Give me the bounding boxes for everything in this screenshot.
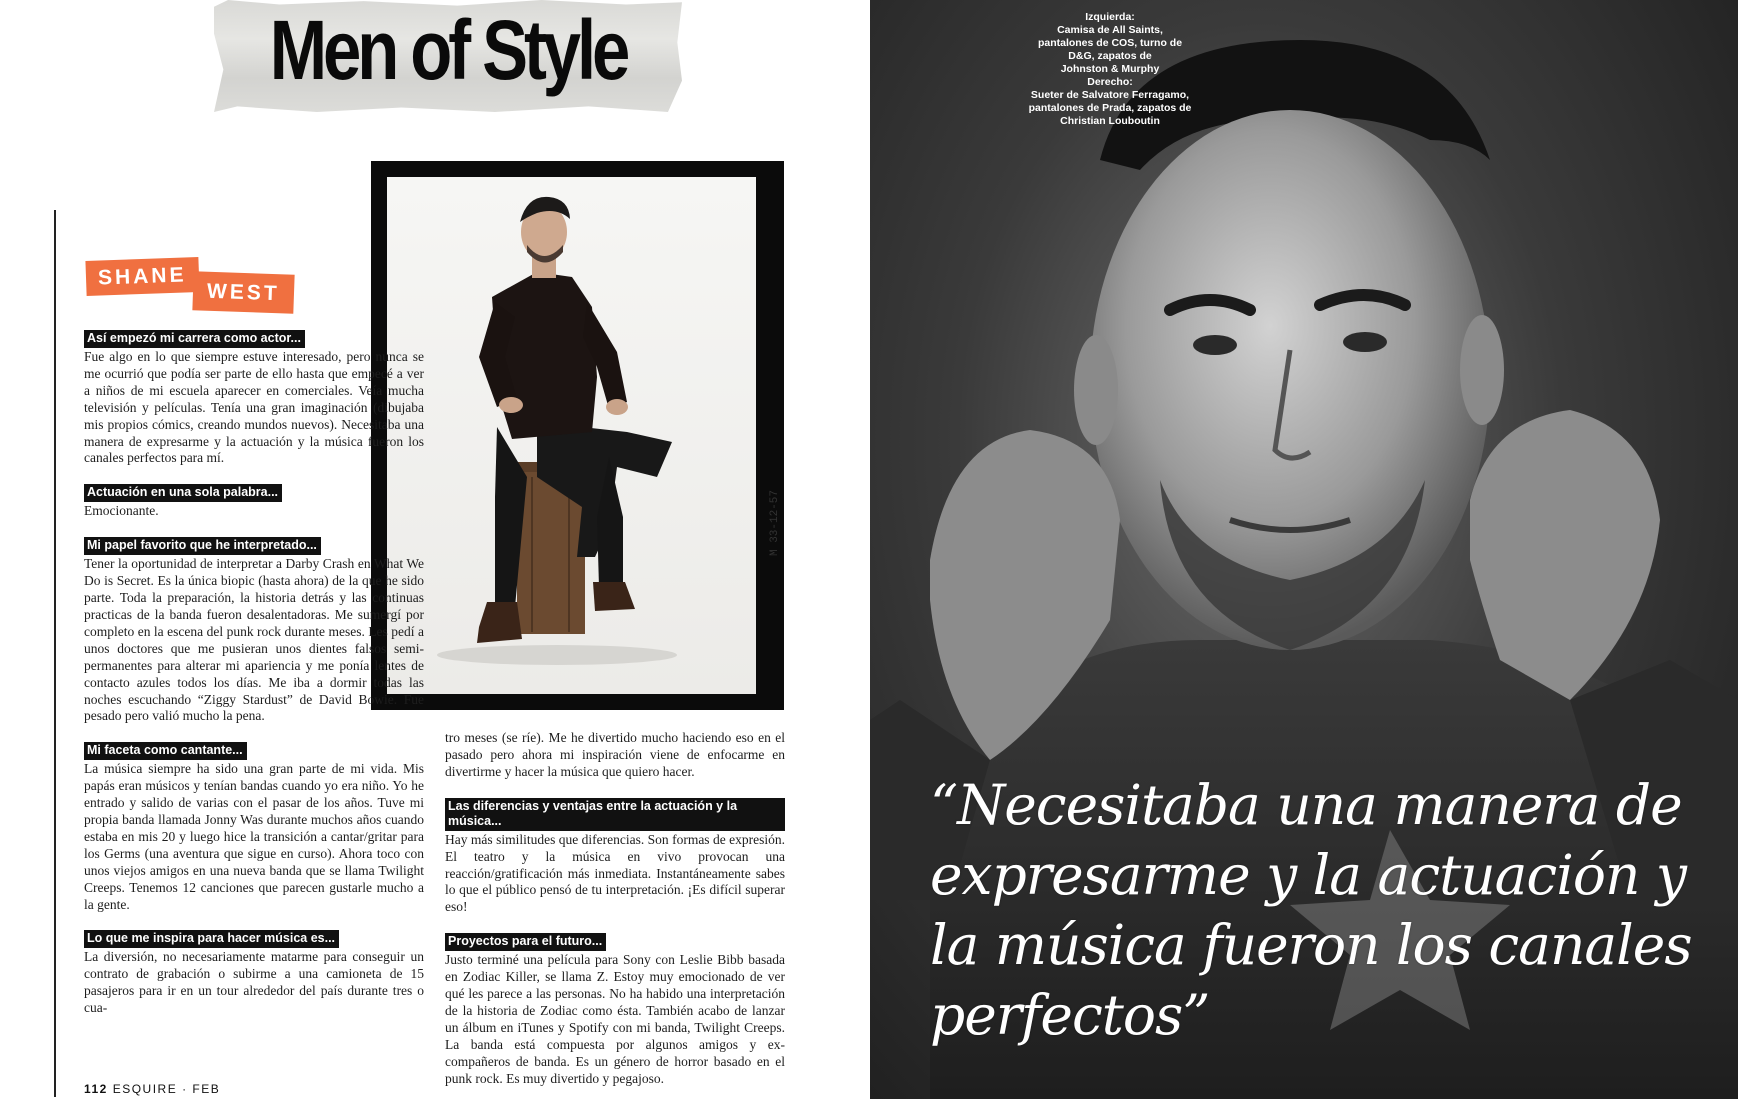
- full-body-photo: [387, 177, 756, 694]
- section-heading: Mi papel favorito que he interpretado...: [84, 537, 321, 555]
- seated-man-illustration: [387, 177, 756, 694]
- wardrobe-credits: [940, 11, 1280, 128]
- section-body: Fue algo en lo que siempre estuve interesado, pero nunca se me ocurrió que podía ser parte de ello hasta que empecé a ver a niños de mi escuela aparecer en comerciales. Veía mucha televisión y películas. Tenía una gran imaginación (dibujaba mis propios cómics, creando mundos nuevos). Necesitaba una manera de expresarme y la actuación y la música fueron los canales perfectos para mí.: [84, 349, 424, 466]
- credit-line: Izquierda:: [1085, 11, 1135, 23]
- qa-section: [84, 484, 424, 520]
- film-code: M 33-12-57: [769, 489, 781, 556]
- name-tag-first: SHANE: [85, 257, 199, 296]
- section-body: Hay más similitudes que diferencias. Son formas de expresión. El teatro y la música en vivo provocan una reacción/gratificación más inmediata. Instantáneamente sabes lo que el público pensó de tu interpretación. ¡Es difícil superar eso!: [445, 831, 785, 915]
- qa-section: [84, 330, 424, 467]
- qa-section-continued: [445, 730, 785, 781]
- section-heading: Mi faceta como cantante...: [84, 742, 247, 760]
- section-body: La diversión, no necesariamente matarme para conseguir un contrato de grabación o subirme a una camioneta de 15 pasajeros para ir en un tour alrededor del país durante tres o cua-: [84, 949, 424, 1016]
- name-tag-last: WEST: [192, 271, 294, 314]
- magazine-name: ESQUIRE: [112, 1082, 178, 1096]
- section-heading: Proyectos para el futuro...: [445, 933, 606, 951]
- page-folio: [84, 1082, 220, 1096]
- qa-section: [84, 742, 424, 913]
- credit-line: pantalones de Prada, zapatos de: [1028, 102, 1192, 114]
- credit-line: D&G, zapatos de: [1068, 50, 1152, 62]
- section-heading: Lo que me inspira para hacer música es...: [84, 930, 339, 948]
- page-title: Men of Style: [269, 3, 627, 97]
- text-column-left: [84, 330, 424, 1034]
- qa-section: [84, 930, 424, 1017]
- page-rule: [54, 210, 56, 1097]
- page-number: 112: [84, 1082, 108, 1096]
- section-heading: Así empezó mi carrera como actor...: [84, 330, 305, 348]
- credit-line: pantalones de COS, turno de: [1037, 37, 1183, 49]
- qa-section: [445, 798, 785, 917]
- credit-line: Derecho:: [1087, 76, 1133, 88]
- credit-line: Johnston & Murphy: [1060, 63, 1160, 75]
- pull-quote: “Necesitaba una manera de expresarme y la actuación y la música fueron los canales perfectos”: [930, 773, 1692, 1047]
- photo-frame: [371, 161, 784, 710]
- credit-line: Camisa de All Saints,: [1057, 24, 1163, 36]
- issue-month: FEB: [192, 1082, 221, 1096]
- section-body: La música siempre ha sido una gran parte de mi vida. Mis papás eran músicos y tenían bandas cuando yo era niño. Yo he entrado y salido de varias con el pasar de los años. Tuve mi propia banda llamada Jonny Was durante muchos años cuando estaba en mis 20 y luego hice la transición a cantar/gritar para los Germs (una aventura que sigue en curso). Ahora toco con unos viejos amigos en una nueva banda que se llama Twilight Creeps. Tenemos 12 canciones que parecen gustarle mucho a la gente.: [84, 761, 424, 912]
- credit-line: Christian Louboutin: [1060, 115, 1160, 127]
- section-body: Justo terminé una película para Sony con Leslie Bibb basada en Zodiac Killer, se llama Z. Estoy muy emocionado de ver qué les parece a las personas. No ha habido una interpretación de la historia de Zodiac como ésta. También acabo de lanzar un álbum en iTunes y Spotify con mi banda, Twilight Creeps. La banda está compuesta por algunos amigos y ex-compañeros de banda. Es un género de horror basado en el punk rock. Es muy divertido y pegajoso.: [445, 952, 785, 1086]
- folio-separator: ·: [182, 1082, 188, 1096]
- qa-section: [84, 537, 424, 725]
- text-column-right: [445, 730, 785, 1099]
- section-heading: Actuación en una sola palabra...: [84, 484, 282, 502]
- section-body: Tener la oportunidad de interpretar a Darby Crash en What We Do is Secret. Es la única biopic (hasta ahora) de la que he sido parte. Toda la preparación, la historia detrás y las continuas practicas de la banda fueron desalentadoras. Me sumergí por completo en la escena del punk rock durante meses. Les pedí a unos doctores que me pusieran unos dientes falsos semi-permanentes para alterar mi apariencia y me ponía lentes de contacto azules todos los días. Me iba a dormir todas las noches escuchando “Ziggy Stardust” de David Bowie. Fue pesado pero valió mucho la pena.: [84, 556, 424, 724]
- section-heading: Las diferencias y ventajas entre la actuación y la música...: [445, 798, 785, 831]
- section-body: tro meses (se ríe). Me he divertido mucho haciendo eso en el pasado pero ahora mi inspiración viene de enfocarme en divertirme y hacer la música que quiero hacer.: [445, 730, 785, 779]
- section-body: Emocionante.: [84, 503, 159, 519]
- credit-line: Sueter de Salvatore Ferragamo,: [1030, 89, 1190, 101]
- qa-section: [445, 933, 785, 1087]
